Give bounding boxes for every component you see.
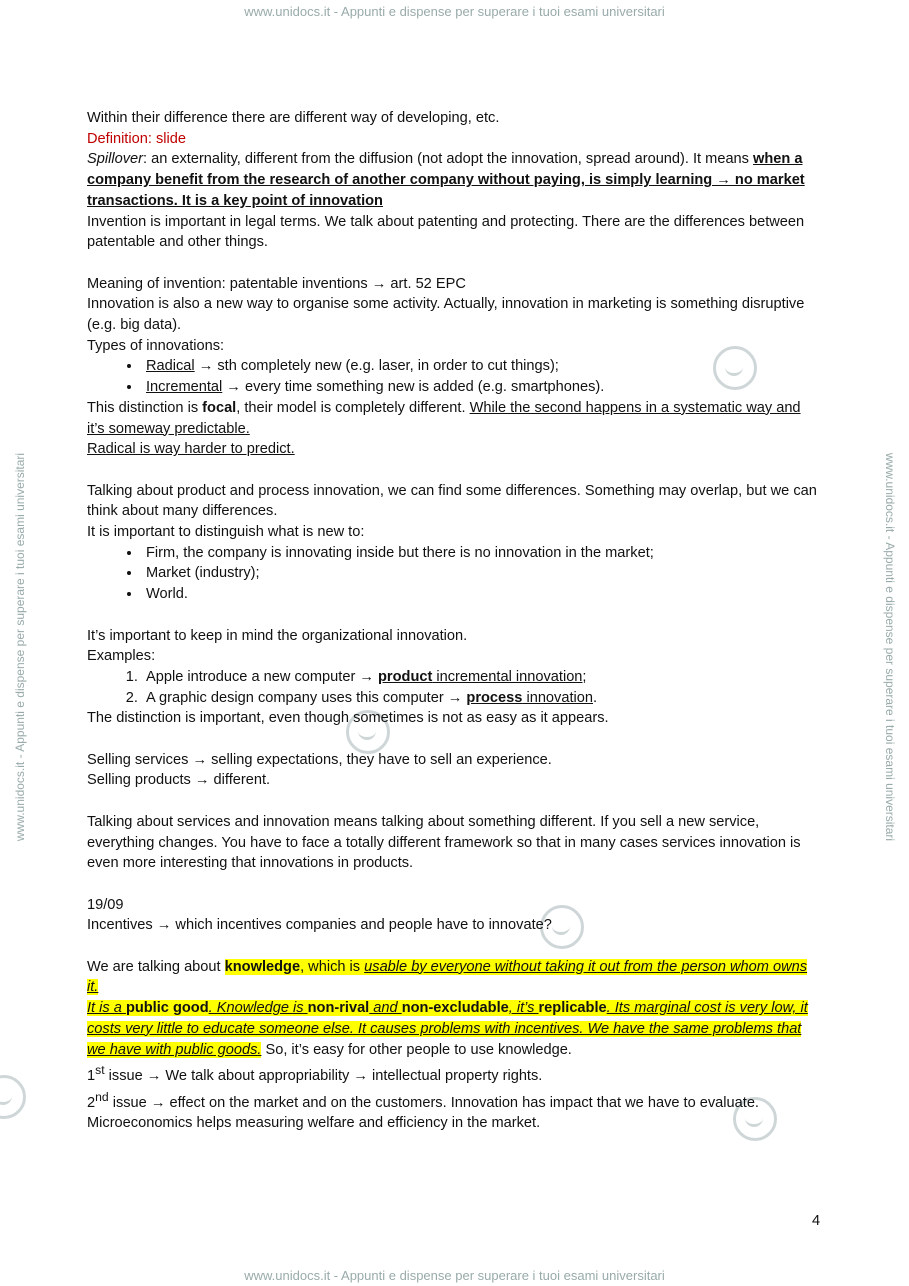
list-item: 1. Apple introduce a new computer → product incremental innovation;	[142, 667, 822, 688]
org-innovation-line: It’s important to keep in mind the organizational innovation.	[87, 627, 468, 644]
watermark-top: www.unidocs.it - Appunti e dispense per superare i tuoi esami universitari	[244, 4, 665, 19]
public-good-paragraph: It is a public good. Knowledge is non-rival and non-excludable, it’s replicable. Its marginal cost is very low, it costs very little to educate someone else. It causes problems with incentives. We have the same problems that we have with public goods. So, it’s easy for other people to use knowledge.	[87, 1000, 808, 1058]
examples-list	[87, 667, 822, 708]
distinguish-line: It is important to distinguish what is new to:	[87, 524, 365, 541]
services-paragraph: Talking about services and innovation means talking about something different. If you sell a new service, everything changes. You have to face a totally different framework so that in many cases services innovation is even more interesting that innovations in products.	[87, 813, 801, 872]
new-to-list	[87, 543, 822, 605]
text-line: Within their difference there are different way of developing, etc.	[87, 110, 500, 126]
meaning-line: Meaning of invention: patentable inventions → art. 52 EPC	[87, 275, 466, 292]
types-heading: Types of innovations:	[87, 337, 225, 354]
invention-paragraph: Invention is important in legal terms. We talk about patenting and protecting. There are the differences between patentable and other things.	[87, 213, 805, 251]
watermark-bottom: www.unidocs.it - Appunti e dispense per superare i tuoi esami universitari	[244, 1268, 665, 1283]
list-item: • Radical → sth completely new (e.g. laser, in order to cut things);	[142, 356, 822, 377]
innovation-types-list	[87, 356, 822, 397]
issue-2-line: 2nd issue → effect on the market and on the customers. Innovation has impact that we have to evaluate.	[87, 1089, 759, 1111]
watermark-right: www.unidocs.it - Appunti e dispense per superare i tuoi esami universitari	[883, 452, 897, 842]
watermark-left: www.unidocs.it - Appunti e dispense per superare i tuoi esami universitari	[13, 452, 27, 842]
radical-note: Radical is way harder to predict.	[87, 441, 295, 458]
product-process-paragraph: Talking about product and process innovation, we can find some differences. Something may overlap, but we can think about many differences.	[87, 482, 817, 520]
list-item: • Market (industry);	[142, 563, 822, 584]
distinction-line: The distinction is important, even though sometimes is not as easy as it appears.	[87, 710, 609, 727]
incentives-line: Incentives → which incentives companies and people have to innovate?	[87, 917, 552, 934]
spillover-term: Spillover	[87, 151, 143, 168]
list-item: • World.	[142, 584, 822, 605]
list-item: • Incremental → every time something new is added (e.g. smartphones).	[142, 377, 822, 398]
date-label: 19/09	[87, 896, 124, 913]
innovation-paragraph: Innovation is also a new way to organise some activity. Actually, innovation in marketing is something disruptive (e.g. big data).	[87, 296, 805, 334]
focal-paragraph: This distinction is focal, their model is completely different. While the second happens in a systematic way and it’s someway predictable.	[87, 399, 801, 437]
spillover-paragraph: Spillover: an externality, different from the diffusion (not adopt the innovation, spread around). It means when a company benefit from the research of another company without paying, is simply learning → no market transactions. It is a key point of innovation	[87, 151, 805, 209]
microeconomics-line: Microeconomics helps measuring welfare and efficiency in the market.	[87, 1115, 541, 1132]
list-item: 2. A graphic design company uses this computer → process innovation.	[142, 688, 822, 709]
services-line: Selling services → selling expectations, they have to sell an experience.	[87, 751, 552, 768]
examples-heading: Examples:	[87, 648, 156, 665]
document-body	[87, 108, 822, 1134]
page-number: 4	[812, 1213, 821, 1229]
list-item: • Firm, the company is innovating inside but there is no innovation in the market;	[142, 543, 822, 564]
products-line: Selling products → different.	[87, 772, 271, 789]
knowledge-paragraph: We are talking about knowledge, which is usable by everyone without taking it out from the person whom owns it.	[87, 958, 808, 996]
definition-label: Definition: slide	[87, 130, 186, 147]
issue-1-line: 1st issue → We talk about appropriability → intellectual property rights.	[87, 1063, 543, 1085]
